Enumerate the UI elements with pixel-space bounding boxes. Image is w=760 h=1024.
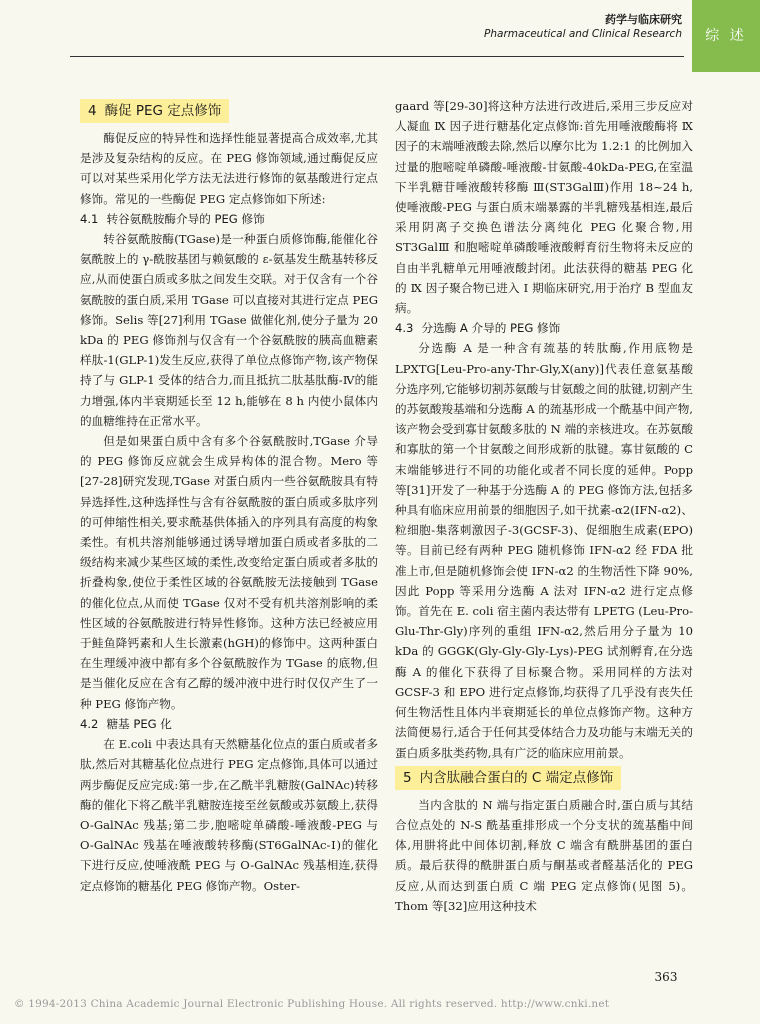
right-column: [395, 96, 693, 916]
subsection-4-1-heading: [80, 209, 378, 229]
section-5-heading: [395, 766, 621, 790]
journal-header: [422, 12, 682, 42]
section-number: 4: [88, 103, 97, 119]
subsection-number: 4.2: [80, 716, 99, 731]
subsection-4-3-heading: [395, 318, 693, 338]
header-rule: [70, 56, 684, 57]
paragraph: 分选酶 A 是一种含有巯基的转肽酶,作用底物是 LPXTG[Leu-Pro-any-Thr-Gly,X(any)]代表任意氨基酸分选序列,它能够切割苏氨酸与甘氨酸之间的肽键,切割产生的苏氨酸羧基端和分选酶 A 的巯基形成一个酰基中间产物,该产物会受到寡甘氨酸多肽的 N 端的亲核进攻。在苏氨酸和寡肽的第一个甘氨酸之间形成新的肽键。寡甘氨酸的 C 末端能够进行不同的功能化或者不同长度的延伸。Popp 等[31]开发了一种基于分选酶 A 的 PEG 修饰方法,包括多种具有临床应用前景的细胞因子,如干扰素-α2(IFN-α2)、粒细胞-集落刺激因子-3(GCSF-3)、促细胞生成素(EPO)等。目前已经有两种 PEG 随机修饰 IFN-α2 经 FDA 批准上市,但是随机修饰会使 IFN-α2 的生物活性下降 90%,因此 Popp 等采用分选酶 A 法对 IFN-α2 进行定点修饰。首先在 E. coli 宿主菌内表达带有 LPETG (Leu-Pro-Glu-Thr-Gly)序列的重组 IFN-α2,然后用分子量为 10 kDa 的 GGGK(Gly-Gly-Gly-Lys)-PEG 试剂孵育,在分选酶 A 的催化下获得了目标聚合物。采用同样的方法对 GCSF-3 和 EPO 进行定点修饰,均获得了几乎没有丧失任何生物活性且体内半衰期延长的单位点修饰产物。这种方法简便易行,适合于任何其受体结合力及功能与末端无关的蛋白质多肽类药物,具有广泛的临床应用前景。: [395, 341, 693, 760]
subsection-number: 4.3: [395, 321, 414, 336]
subsection-4-2-heading: [80, 714, 378, 734]
left-column: [80, 96, 378, 896]
subsection-title: 转谷氨酰胺酶介导的 PEG 修饰: [106, 211, 265, 226]
section-tab: 综 述: [692, 0, 760, 72]
section-4-heading: [80, 99, 229, 123]
section-number: 5: [403, 769, 412, 786]
paragraph: 在 E.coli 中表达具有天然糖基化位点的蛋白质或者多肽,然后对其糖基化位点进行 PEG 定点修饰,具体可以通过两步酶促反应完成:第一步,在乙酰半乳糖胺(GalNAc)转移酶的催化下将乙酰半乳糖胺连接至丝氨酸或苏氨酸上,获得 O-GalNAc 残基;第二步,胞嘧啶单磷酸-唾液酸-PEG 与 O-GalNAc 残基在唾液酸转移酶(ST6GalNAc-Ⅰ)的催化下进行反应,使唾液酰 PEG 与 O-GalNAc 残基相连,获得定点修饰的糖基化 PEG 修饰产物。Oster-: [80, 737, 378, 893]
subsection-title: 分选酶 A 介导的 PEG 修饰: [421, 321, 561, 336]
section-title: 酶促 PEG 定点修饰: [104, 103, 222, 119]
section-title: 内含肽融合蛋白的 C 端定点修饰: [419, 769, 614, 786]
paragraph: 但是如果蛋白质中含有多个谷氨酰胺时,TGase 介导的 PEG 修饰反应就会生成异构体的混合物。Mero 等[27-28]研究发现,TGase 对蛋白质内一些谷氨酰胺具有特异选择性,这种选择性与含有谷氨酰胺的蛋白质或多肽序列的可伸缩性相关,要求酰基供体插入的序列具有高度的构象柔性。有机共溶剂能够通过诱导增加蛋白质或者多肽的二级结构来减少某些区域的柔性,改变给定蛋白质或者多肽的折叠构象,使位于柔性区域的谷氨酰胺无法接触到 TGase 的催化位点,从而使 TGase 仅对不受有机共溶剂影响的柔性区域的谷氨酰胺进行特异性修饰。这种方法已经被应用于鲑鱼降钙素和人生长激素(hGH)的修饰中。这两种蛋白在生理缓冲液中都有多个谷氨酰胺作为 TGase 的底物,但是当催化反应在含有乙醇的缓冲液中进行时仅仅产生了一种 PEG 修饰产物。: [80, 434, 378, 711]
subsection-title: 糖基 PEG 化: [106, 716, 172, 731]
copyright-footer: © 1994-2013 China Academic Journal Electronic Publishing House. All rights reserved. http://www.cnki.net: [14, 998, 610, 1010]
paragraph: 转谷氨酰胺酶(TGase)是一种蛋白质修饰酶,能催化谷氨酰胺上的 γ-酰胺基团与赖氨酸的 ε-氨基发生酰基转移反应,从而使蛋白质或多肽之间发生交联。对于仅含有一个谷氨酰胺的蛋白质,采用 TGase 可以直接对其进行定点 PEG 修饰。Selis 等[27]利用 TGase 做催化剂,使分子量为 20 kDa 的 PEG 修饰剂与仅含有一个谷氨酰胺的胰高血糖素样肽-1(GLP-1)发生反应,获得了单位点修饰产物,该产物保持了与 GLP-1 受体的结合力,而且抵抗二肽基肽酶-Ⅳ的能力增强,体内半衰期延长至 12 h,能够在 8 h 内使小鼠体内的血糖维持在正常水平。: [80, 232, 378, 428]
page-number: 363: [654, 970, 678, 984]
paragraph: gaard 等[29-30]将这种方法进行改进后,采用三步反应对人凝血 Ⅸ 因子进行糖基化定点修饰:首先用唾液酸酶将 Ⅸ 因子的末端唾液酸去除,然后以摩尔比为 1.2:1 的比例加入过量的胞嘧啶单磷酸-唾液酸-甘氨酸-40kDa-PEG,在室温下半乳糖苷唾液酸转移酶 Ⅲ(ST3GalⅢ)作用 18~24 h,使唾液酸-PEG 与蛋白质末端暴露的半乳糖残基相连,最后采用阴离子交换色谱法分离纯化 PEG 化聚合物,用 ST3GalⅢ 和胞嘧啶单磷酸唾液酸孵育衍生物将未反应的自由半乳糖单元用唾液酸封闭。此法获得的糖基 PEG 化的 Ⅸ 因子聚合物已进入 Ⅰ 期临床研究,用于治疗 B 型血友病。: [395, 99, 693, 316]
subsection-number: 4.1: [80, 211, 99, 226]
paragraph: 当内含肽的 N 端与指定蛋白质融合时,蛋白质与其结合位点处的 N-S 酰基重排形成一个分支状的巯基酯中间体,用肼将此中间体切割,释放 C 端含有酰肼基团的蛋白质。最后获得的酰肼蛋白质与酮基或者醛基活化的 PEG 反应,从而达到蛋白质 C 端 PEG 定点修饰(见图 5)。Thom 等[32]应用这种技术: [395, 797, 693, 913]
journal-title-en: Pharmaceutical and Clinical Research: [484, 28, 682, 40]
paragraph: 酶促反应的特异性和选择性能显著提高合成效率,尤其是涉及复杂结构的反应。在 PEG 修饰领域,通过酶促反应可以对某些采用化学方法无法进行修饰的氨基酸进行定点修饰。常见的一些酶促 PEG 定点修饰如下所述:: [80, 131, 378, 206]
journal-title-cn: 药学与临床研究: [605, 13, 682, 26]
